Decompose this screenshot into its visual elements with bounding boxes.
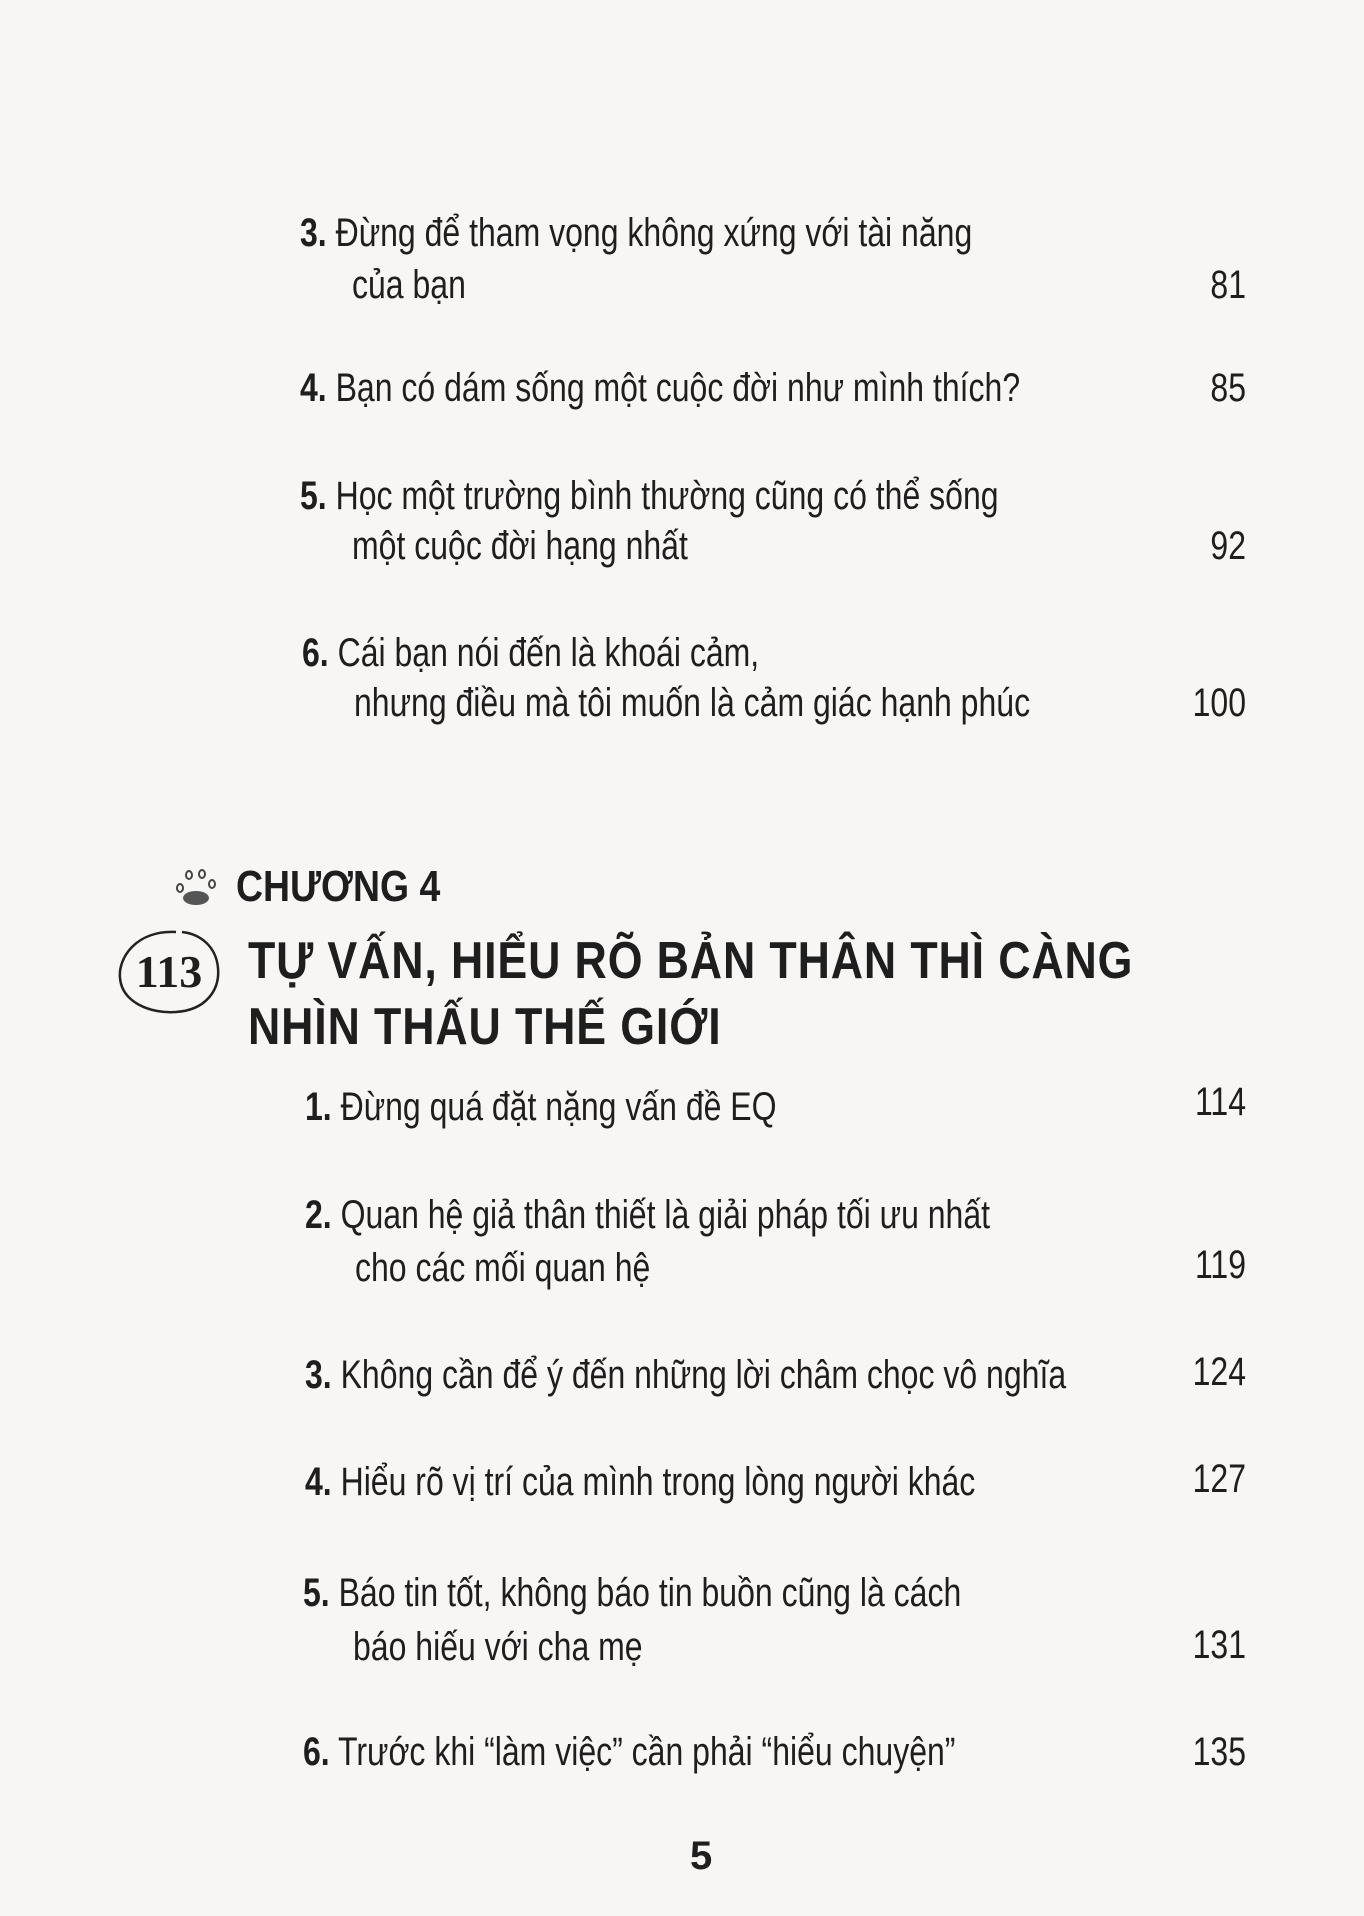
entry-number: 5.	[303, 1571, 330, 1615]
entry-title: Đừng quá đặt nặng vấn đề EQ	[340, 1085, 777, 1129]
chapter-start-page-badge[interactable]	[116, 928, 222, 1016]
entry-number: 5.	[300, 474, 327, 518]
chapter-title-line: NHÌN THẤU THẾ GIỚI	[248, 998, 722, 1056]
entry-title: Hiểu rõ vị trí của mình trong lòng người khác	[340, 1460, 976, 1504]
paw-print-icon	[172, 862, 222, 912]
chapter-title-line: TỰ VẤN, HIỂU RÕ BẢN THÂN THÌ CÀNG	[248, 932, 1134, 990]
entry-title-cont: báo hiếu với cha mẹ	[353, 1625, 643, 1669]
entry-page: 131	[1192, 1623, 1246, 1667]
entry-title-cont: cho các mối quan hệ	[355, 1246, 651, 1290]
entry-title: Bạn có dám sống một cuộc đời như mình thích?	[335, 366, 1021, 410]
entry-title-cont: nhưng điều mà tôi muốn là cảm giác hạnh phúc	[354, 681, 1031, 725]
page-number: 5	[690, 1834, 713, 1878]
entry-title: Trước khi “làm việc” cần phải “hiểu chuyện”	[338, 1730, 956, 1774]
entry-number: 3.	[305, 1353, 332, 1397]
entry-page: 135	[1192, 1730, 1246, 1774]
entry-page: 124	[1192, 1350, 1246, 1394]
entry-number: 2.	[305, 1193, 332, 1237]
entry-page: 100	[1192, 681, 1246, 725]
entry-title: Học một trường bình thường cũng có thể sống	[335, 474, 999, 518]
chapter-label: CHƯƠNG 4	[236, 862, 441, 911]
entry-title: Quan hệ giả thân thiết là giải pháp tối ưu nhất	[340, 1193, 991, 1237]
entry-title-cont: của bạn	[352, 263, 466, 307]
entry-number: 6.	[302, 631, 329, 675]
entry-number: 3.	[300, 211, 327, 255]
entry-number: 4.	[300, 366, 327, 410]
entry-title: Cái bạn nói đến là khoái cảm,	[337, 631, 760, 675]
entry-title: Không cần để ý đến những lời châm chọc vô nghĩa	[340, 1353, 1067, 1397]
chapter-start-page: 113	[135, 946, 203, 997]
entry-number: 4.	[305, 1460, 332, 1504]
entry-page: 81	[1210, 263, 1246, 307]
entry-title: Báo tin tốt, không báo tin buồn cũng là cách	[338, 1571, 962, 1615]
entry-page: 127	[1192, 1457, 1246, 1501]
entry-page: 114	[1194, 1080, 1246, 1124]
entry-title: Đừng để tham vọng không xứng với tài năng	[335, 211, 973, 255]
entry-page: 119	[1194, 1243, 1246, 1287]
entry-number: 1.	[305, 1085, 332, 1129]
entry-page: 92	[1210, 524, 1246, 568]
entry-number: 6.	[303, 1730, 330, 1774]
entry-title-cont: một cuộc đời hạng nhất	[352, 524, 688, 568]
entry-page: 85	[1210, 366, 1246, 410]
